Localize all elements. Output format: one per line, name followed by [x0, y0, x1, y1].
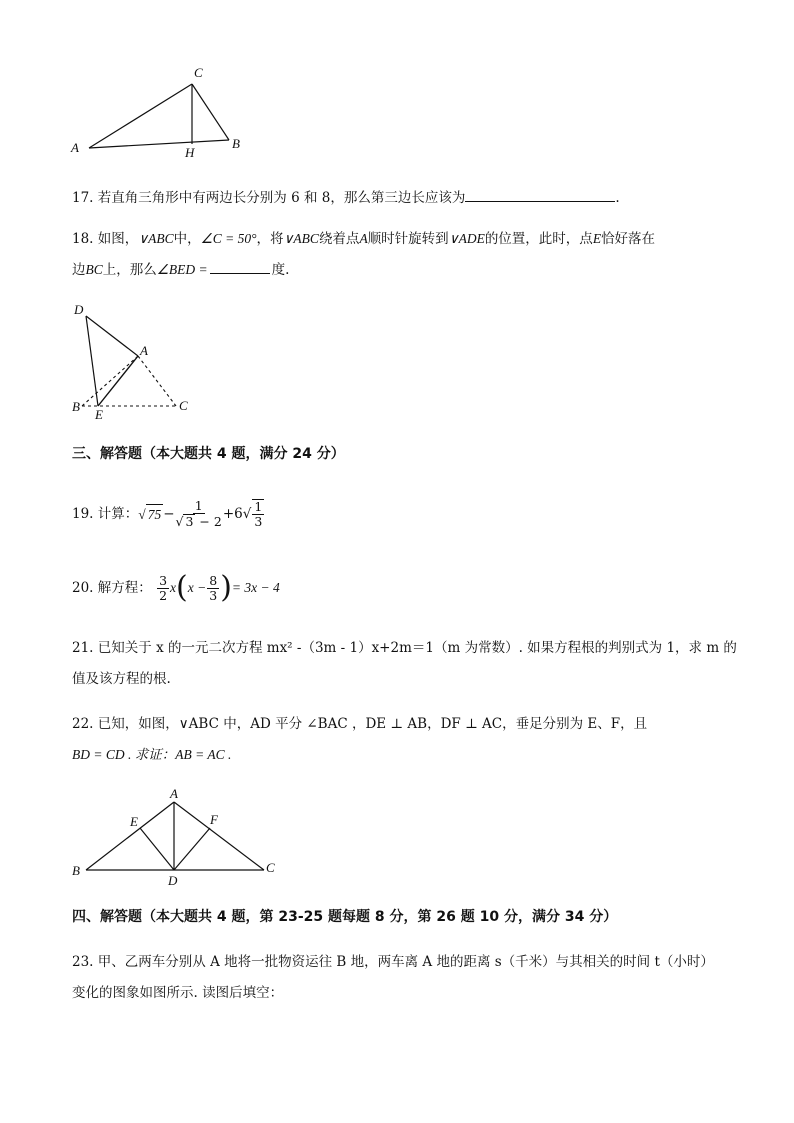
- math: ∨ABC: [283, 231, 319, 246]
- math: E: [592, 231, 602, 246]
- text: 绕着点: [318, 231, 360, 247]
- section-heading-4: 四、解答题（本大题共 4 题，第 23-25 题每题 8 分，第 26 题 10 分，满分 34 分）: [72, 909, 618, 925]
- question-number: 21.: [72, 640, 94, 656]
- fraction-3-2: [157, 574, 169, 603]
- denominator: 2: [159, 587, 168, 603]
- question-18-line-2: [72, 258, 289, 280]
- text: 计算：: [97, 506, 139, 522]
- question-number: 18.: [72, 231, 94, 247]
- question-22-line-2: [72, 745, 231, 765]
- denominator: 3: [254, 514, 263, 529]
- text: 度.: [271, 262, 290, 278]
- question-number: 23.: [72, 954, 94, 970]
- math: ∠C = 50°: [200, 231, 257, 246]
- math: BC: [85, 262, 103, 277]
- text: 边: [72, 262, 86, 278]
- text: 恰好落在: [601, 231, 656, 247]
- answer-blank: [210, 258, 270, 274]
- label-d: D: [168, 873, 178, 888]
- fraction-8-3: [207, 574, 219, 603]
- question-21-line-2: [72, 669, 171, 689]
- question-text: 值及该方程的根.: [72, 671, 171, 687]
- paren-close: ): [220, 570, 232, 605]
- numerator: 1: [194, 498, 203, 513]
- label-h: H: [185, 145, 195, 160]
- question-number: 22.: [72, 716, 94, 732]
- question-number: 20.: [72, 580, 94, 596]
- math: ∨ADE: [448, 231, 485, 246]
- question-text: 变化的图象如图所示. 读图后填空：: [72, 985, 284, 1001]
- denominator: 3: [209, 587, 218, 603]
- figure-bisector-triangle: [66, 784, 286, 890]
- text: 顺时针旋转到: [367, 231, 449, 247]
- figure-rotation-triangles: [66, 298, 206, 420]
- numerator: 8: [209, 572, 218, 588]
- question-number: 19.: [72, 506, 94, 522]
- text: 中，: [173, 231, 201, 247]
- question-21-line-1: [72, 638, 737, 658]
- question-text: 已知，如图，∨ABC 中，AD 平分 ∠BAC ，DE ⊥ AB，DF ⊥ AC，垂足分别为 E、F，且: [97, 716, 648, 732]
- label-f: F: [210, 812, 218, 827]
- sqrt-fraction: √ $\frac{1}{3}$: [242, 499, 263, 529]
- operator: −: [163, 506, 175, 522]
- answer-blank: [465, 186, 615, 202]
- sqrt-75: √ 75: [138, 504, 163, 525]
- text: ，将: [256, 231, 284, 247]
- question-text: BD = CD . 求证：AB = AC .: [72, 747, 232, 762]
- math: ∨ABC: [138, 231, 174, 246]
- expression: = 3x − 4: [231, 580, 280, 595]
- question-number: 17.: [72, 190, 94, 206]
- label-a: A: [71, 140, 79, 155]
- text: 如图，: [97, 231, 139, 247]
- label-a: A: [140, 343, 148, 358]
- question-23-line-2: [72, 983, 283, 1003]
- math: ∠BED =: [156, 262, 208, 277]
- label-a: A: [170, 786, 178, 801]
- variable: x: [170, 580, 177, 595]
- label-e: E: [130, 814, 138, 829]
- question-text: 若直角三角形中有两边长分别为 6 和 8，那么第三边长应该为: [97, 190, 466, 206]
- expression: x −: [187, 580, 207, 595]
- text: 上，那么: [102, 262, 157, 278]
- question-18-line-1: [72, 229, 655, 249]
- question-20: [72, 568, 280, 608]
- label-d: D: [74, 302, 84, 317]
- label-e: E: [95, 407, 103, 420]
- text: 解方程：: [97, 580, 152, 596]
- operator: +6: [222, 506, 243, 522]
- section-heading-3: 三、解答题（本大题共 4 题，满分 24 分）: [72, 446, 345, 462]
- radicand: 3: [185, 514, 194, 529]
- radicand: 75: [146, 504, 164, 525]
- numerator: 3: [159, 572, 168, 588]
- label-b: B: [232, 136, 240, 151]
- denominator: √ 3 − 2: [175, 514, 222, 529]
- label-b: B: [72, 399, 80, 414]
- label-c: C: [179, 398, 188, 413]
- label-c: C: [266, 860, 275, 875]
- question-22-line-1: [72, 714, 647, 734]
- question-text: 甲、乙两车分别从 A 地将一批物资运往 B 地，两车离 A 地的距离 s（千米）与其相关的时间 t（小时）: [97, 954, 714, 970]
- fraction-1-3: [252, 499, 264, 529]
- question-19: [72, 496, 265, 532]
- figure-triangle-acb-altitude: [66, 62, 256, 162]
- period: .: [615, 190, 620, 206]
- question-text: 已知关于 x 的一元二次方程 mx² -（3m - 1）x+2m＝1（m 为常数）. 如果方程根的判别式为 1，求 m 的: [97, 640, 737, 656]
- text: 的位置，此时，点: [484, 231, 593, 247]
- paren-open: (: [176, 570, 188, 605]
- label-b: B: [72, 863, 80, 878]
- numerator: 1: [254, 499, 263, 514]
- question-17: [72, 186, 620, 208]
- question-23-line-1: [72, 952, 714, 972]
- den-rest: − 2: [195, 514, 222, 529]
- math: A: [359, 231, 368, 246]
- fraction-1-over-sqrt3-minus-2: [176, 499, 222, 529]
- label-c: C: [194, 65, 203, 80]
